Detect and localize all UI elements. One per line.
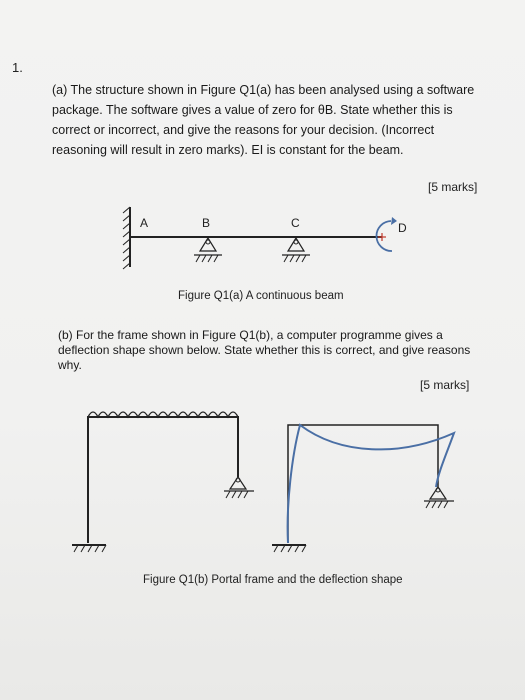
pin-support-icon	[194, 238, 222, 262]
fixed-support-icon	[123, 207, 130, 269]
continuous-beam-figure	[120, 205, 420, 275]
figure-a-caption: Figure Q1(a) A continuous beam	[178, 290, 344, 302]
right-frame-original	[288, 425, 438, 543]
moment-arrow-icon	[376, 217, 397, 251]
label-d: D	[398, 221, 407, 235]
roller-support-icon	[282, 238, 310, 262]
part-a-text: (a) The structure shown in Figure Q1(a) has been analysed using a software package. The software gives a value of zero for θB. State whether this is correct or incorrect, and give the reasons for your decision. (Incorrect reasoning will result in zero marks). EI is constant for the beam.	[52, 83, 475, 157]
figure-b-caption: Figure Q1(b) Portal frame and the deflection shape	[143, 574, 403, 586]
label-a: A	[140, 216, 149, 230]
portal-frame-figure	[60, 395, 480, 570]
question-number: 1.	[12, 60, 23, 75]
deflected-shape	[288, 425, 454, 543]
part-a-marks: [5 marks]	[428, 180, 478, 194]
pin-support-icon	[224, 477, 254, 498]
label-b: B	[202, 216, 211, 230]
fixed-support-icon	[72, 545, 106, 552]
pin-support-icon	[424, 487, 454, 508]
left-frame-members	[88, 417, 238, 543]
part-b-marks: [5 marks]	[420, 378, 470, 392]
part-b-text: (b) For the frame shown in Figure Q1(b), a computer programme gives a deflection shape shown below. State whether this is correct, and give reasons why.	[58, 328, 471, 372]
fixed-support-icon	[272, 545, 306, 552]
label-c: C	[291, 216, 300, 230]
